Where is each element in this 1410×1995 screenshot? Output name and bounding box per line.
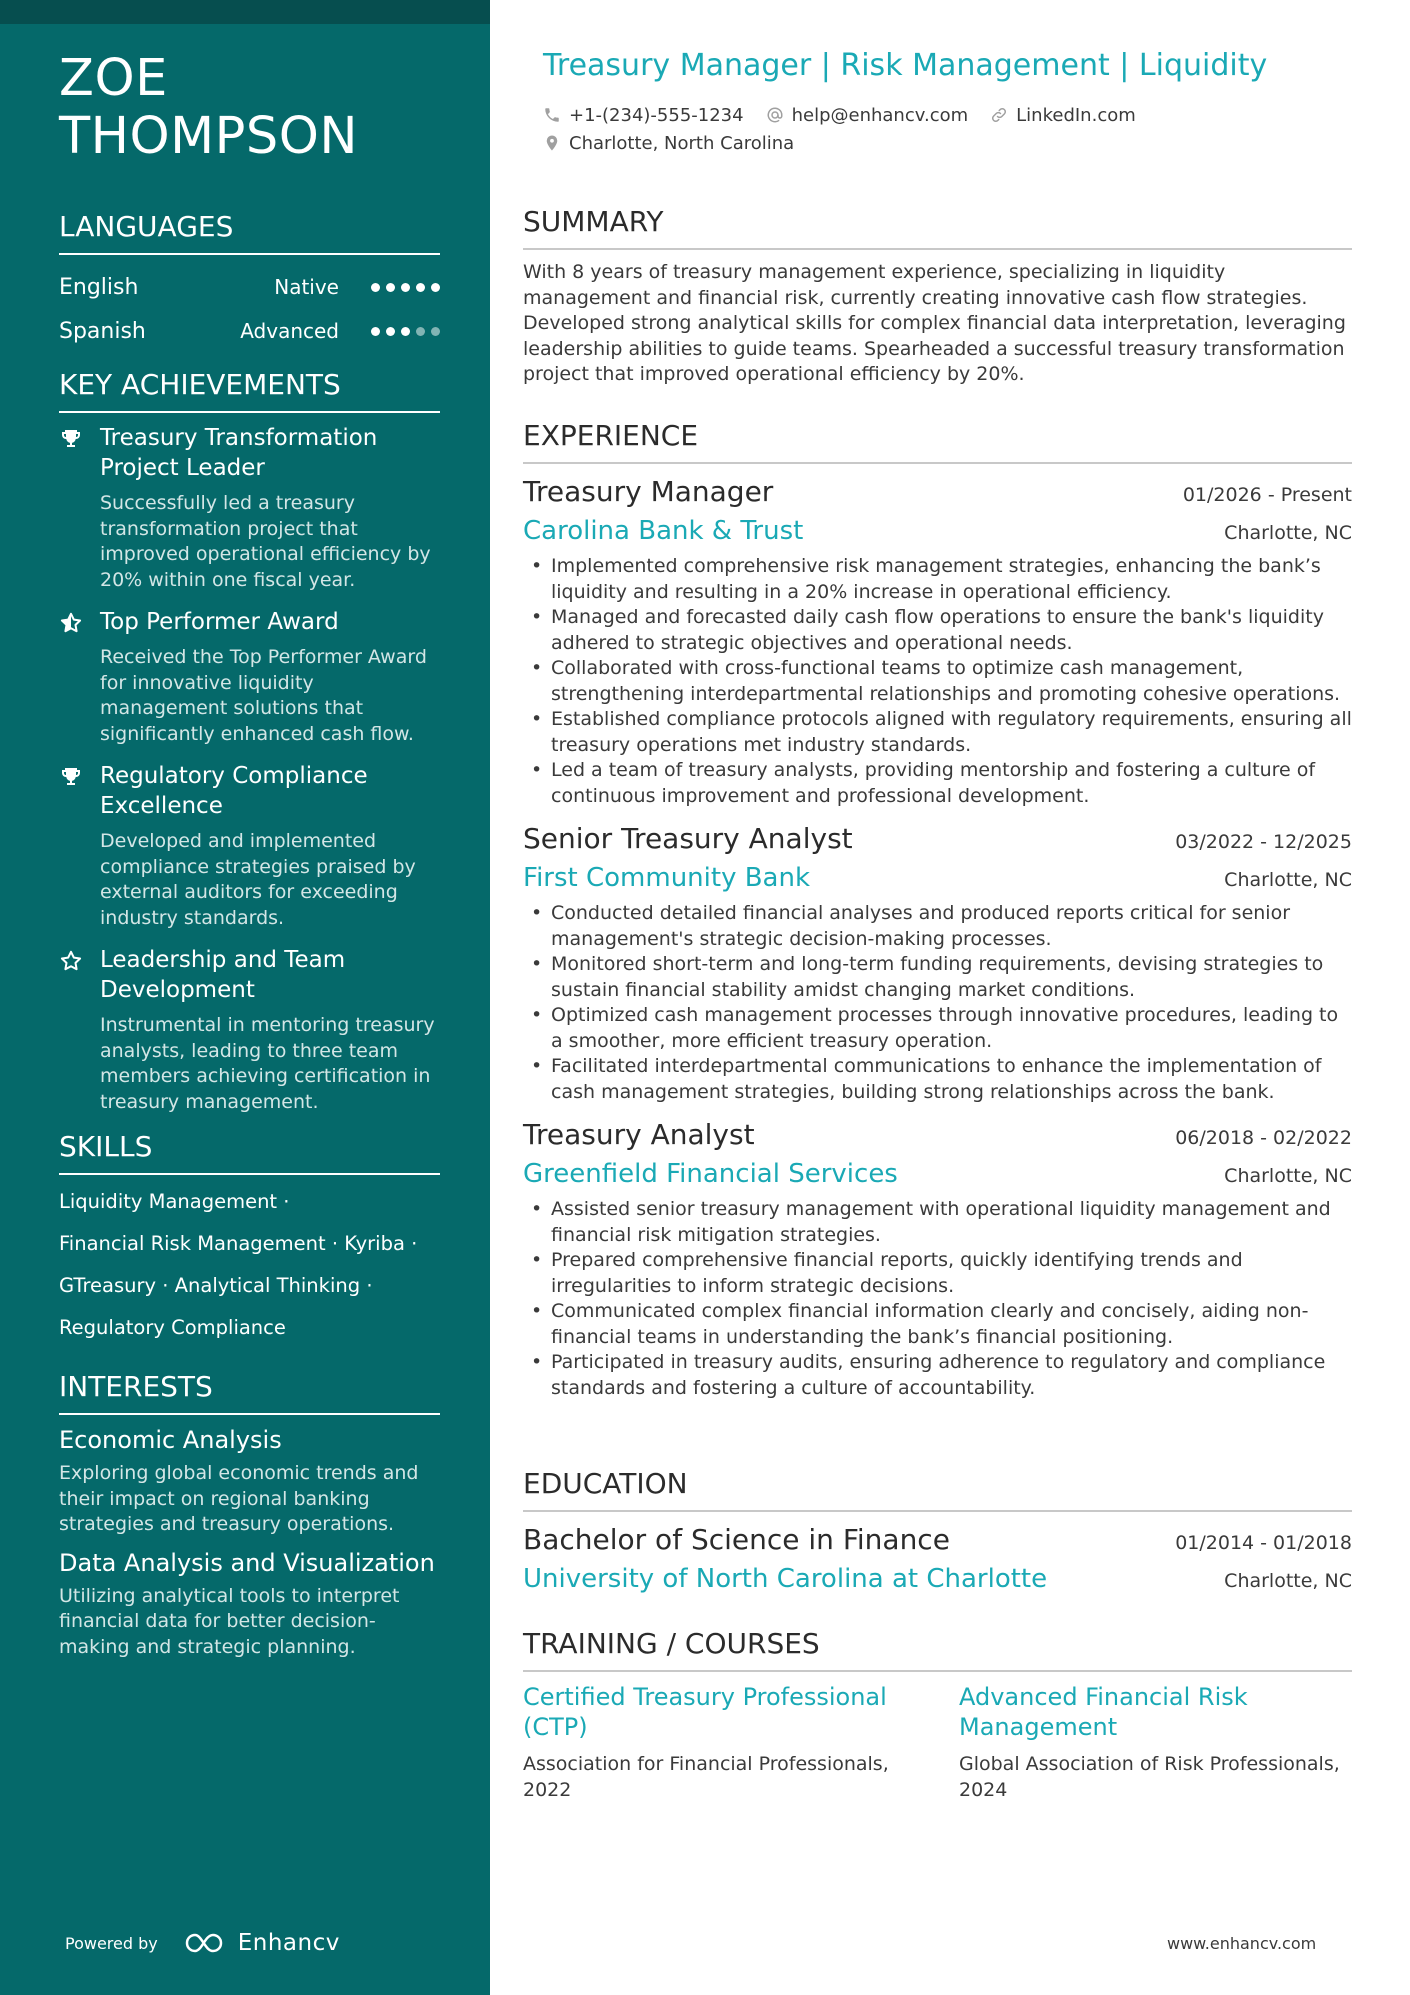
interest-title: Economic Analysis xyxy=(59,1426,282,1454)
language-level: Advanced xyxy=(240,319,339,343)
job-entry xyxy=(523,821,1352,1105)
language-level: Native xyxy=(274,275,339,299)
powered-by-label: Powered by xyxy=(65,1933,158,1953)
education-location: Charlotte, NC xyxy=(1224,1570,1352,1592)
bullet-item: • Communicated complex financial information clearly and concisely, aiding non-financial teams in understanding the bank’s financial positioning. xyxy=(523,1299,1352,1350)
course-desc: Association for Financial Professionals, 2022 xyxy=(523,1753,889,1801)
trophy-icon xyxy=(59,423,100,593)
company-name: Greenfield Financial Services xyxy=(523,1159,898,1189)
skill-line: GTreasury · Analytical Thinking · xyxy=(59,1274,373,1297)
achievement-title: Treasury Transformation Project Leader xyxy=(100,425,378,481)
job-title: Senior Treasury Analyst xyxy=(523,822,853,855)
job-title: Treasury Manager xyxy=(523,475,774,508)
enhancv-logo[interactable] xyxy=(184,1930,340,1956)
job-bullets xyxy=(523,1197,1352,1401)
bullet-item: • Managed and forecasted daily cash flow operations to ensure the bank's liquidity adhered to strategic objectives and operational needs. xyxy=(523,605,1352,656)
training-heading: TRAINING / COURSES xyxy=(523,1626,1352,1672)
achievement-item xyxy=(59,423,440,593)
achievement-desc: Received the Top Performer Award for innovative liquidity management solutions that significantly enhanced cash flow. xyxy=(100,646,427,745)
course-desc: Global Association of Risk Professionals, 2024 xyxy=(959,1753,1340,1801)
sidebar xyxy=(0,0,490,1995)
bullet-item: • Led a team of treasury analysts, providing mentorship and fostering a culture of continuous improvement and professional development. xyxy=(523,758,1352,809)
bullet-item: • Implemented comprehensive risk management strategies, enhancing the bank’s liquidity and resulting in a 20% increase in operational efficiency. xyxy=(523,554,1352,605)
summary-text: With 8 years of treasury management experience, specializing in liquidity management and financial risk, currently creating innovative cash flow strategies. Developed strong analytical skills for complex financial data interpretation, leveraging leadership abilities to guide teams. Spearheaded a successful treasury transformation project that improved operational efficiency by 20%. xyxy=(523,261,1346,385)
contact-linkedin[interactable]: LinkedIn.com xyxy=(990,105,1136,126)
footer-url[interactable]: www.enhancv.com xyxy=(1167,1934,1317,1953)
achievement-desc: Successfully led a treasury transformation project that improved operational efficiency by 20% within one fiscal year. xyxy=(100,492,431,591)
job-dates: 06/2018 - 02/2022 xyxy=(1175,1127,1352,1149)
job-title: Treasury Analyst xyxy=(523,1118,755,1151)
summary-heading: SUMMARY xyxy=(523,204,1352,250)
bullet-item: • Optimized cash management processes through innovative procedures, leading to a smoother, more efficient treasury operation. xyxy=(523,1003,1352,1054)
contact-location: Charlotte, North Carolina xyxy=(543,133,794,154)
school-name: University of North Carolina at Charlotte xyxy=(523,1564,1048,1594)
phone-icon xyxy=(543,106,561,124)
bullet-item: • Facilitated interdepartmental communications to enhance the implementation of cash management strategies, building strong relationships across the bank. xyxy=(523,1054,1352,1105)
achievement-title: Leadership and Team Development xyxy=(100,947,346,1003)
bullet-item: • Participated in treasury audits, ensuring adherence to regulatory and compliance standards and fostering a culture of accountability. xyxy=(523,1350,1352,1401)
languages-heading: LANGUAGES xyxy=(59,209,440,255)
job-dates: 03/2022 - 12/2025 xyxy=(1175,831,1352,853)
job-dates: 01/2026 - Present xyxy=(1182,484,1352,506)
skills-heading: SKILLS xyxy=(59,1129,440,1175)
contact-phone[interactable]: +1-(234)-555-1234 xyxy=(543,105,744,126)
job-bullets xyxy=(523,901,1352,1105)
languages-section xyxy=(59,209,440,353)
achievement-item xyxy=(59,607,440,747)
enhancv-brand: Enhancv xyxy=(237,1930,340,1956)
bullet-item: • Conducted detailed financial analyses and produced reports critical for senior management's strategic decision-making processes. xyxy=(523,901,1352,952)
job-location: Charlotte, NC xyxy=(1224,1165,1352,1187)
star-half-icon xyxy=(59,607,100,747)
achievement-title: Top Performer Award xyxy=(100,609,339,635)
interest-desc: Exploring global economic trends and their impact on regional banking strategies and treasury operations. xyxy=(59,1462,419,1535)
headline: Treasury Manager | Risk Management | Liquidity xyxy=(543,48,1268,83)
achievement-item xyxy=(59,761,440,931)
course-item xyxy=(523,1682,915,1803)
enhancv-logo-icon xyxy=(184,1931,230,1955)
language-item xyxy=(59,309,440,353)
skill-line: Regulatory Compliance xyxy=(59,1316,286,1339)
skill-line: Financial Risk Management · Kyriba · xyxy=(59,1232,418,1255)
company-name: Carolina Bank & Trust xyxy=(523,516,804,546)
bullet-item: • Monitored short-term and long-term funding requirements, devising strategies to sustain financial stability amidst changing market conditions. xyxy=(523,952,1352,1003)
powered-by xyxy=(65,1930,340,1956)
job-location: Charlotte, NC xyxy=(1224,869,1352,891)
course-title: Certified Treasury Professional (CTP) xyxy=(523,1683,887,1741)
education-heading: EDUCATION xyxy=(523,1466,1352,1512)
achievement-item xyxy=(59,945,440,1115)
course-item xyxy=(959,1682,1351,1803)
interests-section xyxy=(59,1369,440,1660)
achievement-title: Regulatory Compliance Excellence xyxy=(100,763,368,819)
job-entry xyxy=(523,1117,1352,1401)
achievements-heading: KEY ACHIEVEMENTS xyxy=(59,367,440,413)
contact-info xyxy=(543,102,1158,158)
achievement-desc: Developed and implemented compliance strategies praised by external auditors for exceeding industry standards. xyxy=(100,830,416,929)
contact-email[interactable]: help@enhancv.com xyxy=(766,105,969,126)
location-pin-icon xyxy=(543,134,561,152)
experience-heading: EXPERIENCE xyxy=(523,418,1352,464)
link-icon xyxy=(990,106,1008,124)
achievement-desc: Instrumental in mentoring treasury analysts, leading to three team members achieving certification in treasury management. xyxy=(100,1014,435,1113)
job-entry xyxy=(523,474,1352,809)
summary-section xyxy=(523,204,1352,388)
language-rating xyxy=(371,283,440,292)
degree: Bachelor of Science in Finance xyxy=(523,1523,950,1556)
skills-section xyxy=(59,1129,440,1341)
education-dates: 01/2014 - 01/2018 xyxy=(1175,1532,1352,1554)
candidate-name: ZOE THOMPSON xyxy=(59,49,359,166)
star-outline-icon xyxy=(59,945,100,1115)
at-icon xyxy=(766,106,784,124)
language-item xyxy=(59,265,440,309)
achievements-section xyxy=(59,367,440,1115)
interest-title: Data Analysis and Visualization xyxy=(59,1548,435,1577)
interest-desc: Utilizing analytical tools to interpret financial data for better decision-making and strategic planning. xyxy=(59,1584,400,1658)
bullet-item: • Collaborated with cross-functional teams to optimize cash management, strengthening interdepartmental relationships and promoting cohesive operations. xyxy=(523,656,1352,707)
language-rating xyxy=(371,327,440,336)
bullet-item: • Assisted senior treasury management with operational liquidity management and financial risk mitigation strategies. xyxy=(523,1197,1352,1248)
language-name: English xyxy=(59,274,139,300)
bullet-item: • Prepared comprehensive financial reports, quickly identifying trends and irregularities to inform strategic decisions. xyxy=(523,1248,1352,1299)
job-location: Charlotte, NC xyxy=(1224,522,1352,544)
company-name: First Community Bank xyxy=(523,863,811,893)
experience-section xyxy=(523,418,1352,1413)
trophy-icon xyxy=(59,761,100,931)
interests-heading: INTERESTS xyxy=(59,1369,440,1415)
course-title: Advanced Financial Risk Management xyxy=(959,1683,1248,1741)
training-section xyxy=(523,1626,1352,1803)
job-bullets xyxy=(523,554,1352,809)
language-name: Spanish xyxy=(59,318,146,344)
education-section xyxy=(523,1466,1352,1596)
skill-line: Liquidity Management · xyxy=(59,1190,290,1213)
sidebar-top-bar xyxy=(0,0,490,24)
bullet-item: • Established compliance protocols aligned with regulatory requirements, ensuring all treasury operations met industry standards. xyxy=(523,707,1352,758)
